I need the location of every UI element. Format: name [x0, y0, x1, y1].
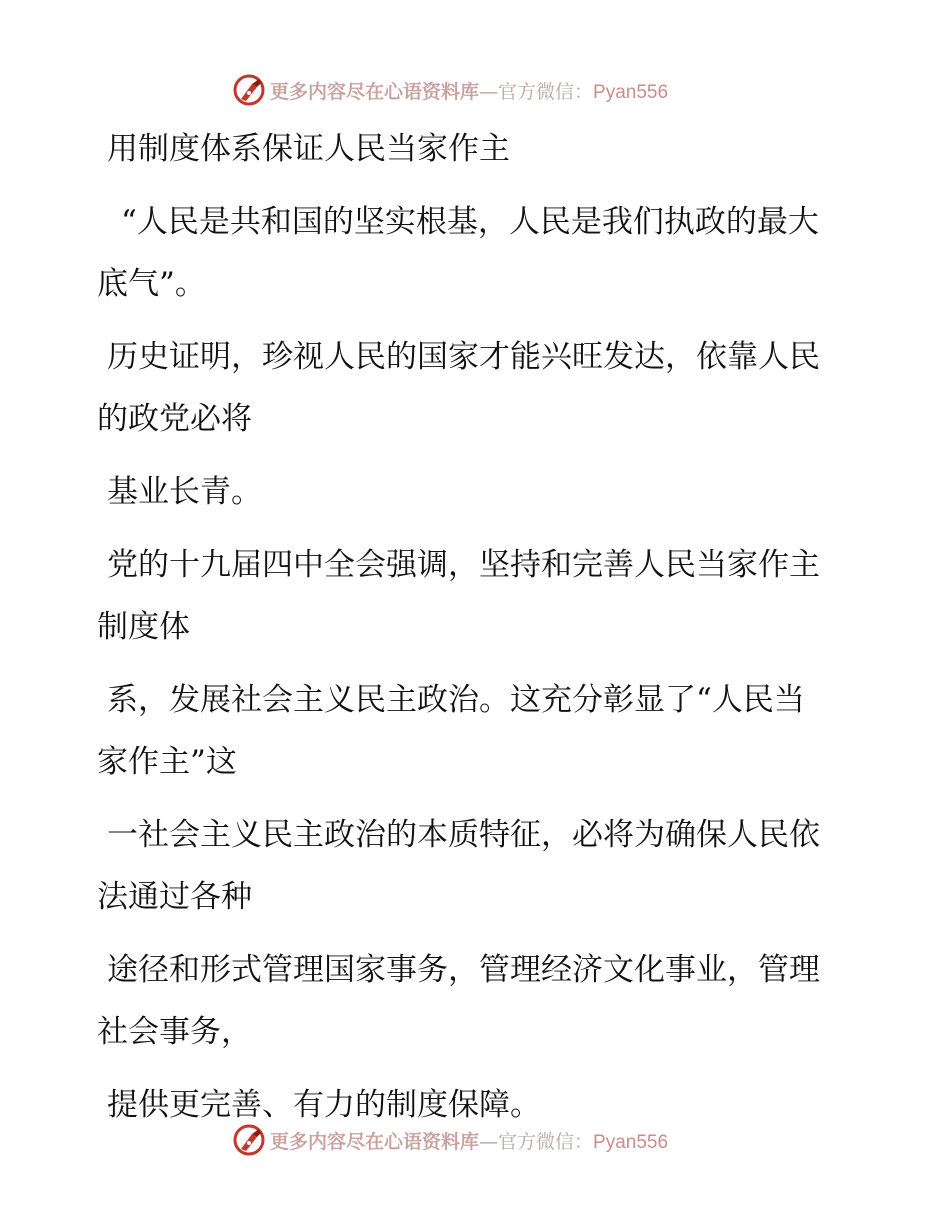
header-watermark: [232, 72, 712, 108]
paragraph: 一社会主义民主政治的本质特征，必将为确保人民依法通过各种: [97, 817, 820, 915]
document-title: 用制度体系保证人民当家作主: [107, 131, 510, 167]
paragraph: 系，发展社会主义民主政治。这充分彰显了“人民当家作主”这: [97, 682, 805, 780]
paragraph: 历史证明，珍视人民的国家才能兴旺发达，依靠人民的政党必将: [97, 339, 820, 437]
watermark-id: Pyan556: [593, 1131, 669, 1153]
watermark-label: 官方微信：: [498, 80, 594, 103]
paragraph: 途径和形式管理国家事务，管理经济文化事业，管理社会事务，: [97, 952, 820, 1050]
watermark-dash: —: [479, 1130, 499, 1153]
paragraph: 提供更完善、有力的制度保障。: [107, 1087, 541, 1123]
paragraph: “人民是共和国的坚实根基，人民是我们执政的最大底气”。: [97, 204, 819, 302]
paragraph: 基业长青。: [107, 474, 262, 510]
footer-watermark: [232, 1122, 712, 1158]
watermark-text: [270, 1127, 668, 1154]
watermark-id: Pyan556: [593, 81, 669, 103]
pen-nib-logo-icon: [232, 1123, 266, 1157]
pen-nib-logo-icon: [232, 73, 266, 107]
watermark-text: [270, 77, 668, 104]
watermark-main: 更多内容尽在心语资料库: [270, 1130, 480, 1153]
paragraph: 党的十九届四中全会强调，坚持和完善人民当家作主制度体: [97, 547, 820, 645]
watermark-main: 更多内容尽在心语资料库: [270, 80, 480, 103]
watermark-dash: —: [479, 80, 499, 103]
watermark-label: 官方微信：: [498, 1130, 594, 1153]
document-body: [97, 118, 832, 1147]
